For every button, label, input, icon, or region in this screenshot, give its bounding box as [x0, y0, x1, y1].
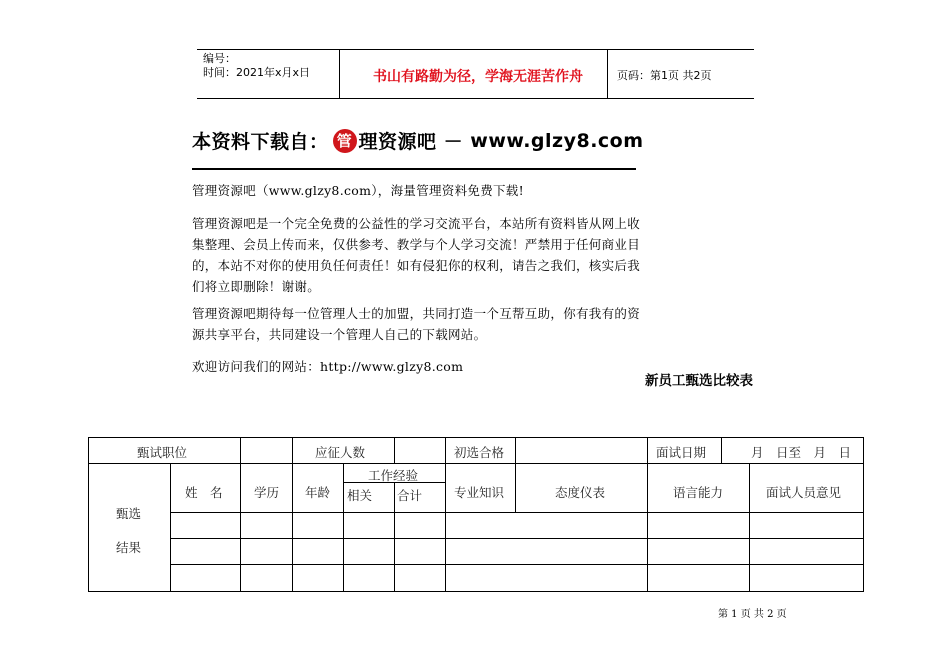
table-rule [170, 564, 863, 565]
age-header: 年龄 [305, 485, 331, 500]
table-rule [445, 438, 446, 463]
work-exp-header: 工作经验 [368, 468, 419, 483]
intro-paragraph-3: 管理资源吧期待每一位管理人士的加盟，共同打造一个互帮互助，你有我有的资源共享平台，共同建设一个管理人自己的下载网站。 [192, 306, 641, 342]
table-rule [394, 482, 395, 591]
result-label-2: 结果 [116, 540, 142, 555]
related-header: 相关 [347, 488, 373, 503]
table-rule [292, 463, 293, 591]
intro-paragraph-2: 管理资源吧是一个完全免费的公益性的学习交流平台，本站所有资料皆从网上收集整理、会员上传而来，仅供参考、教学与个人学习交流！严禁用于任何商业目的，本站不对你的使用负任何责任！如有侵犯你的权利，请告之我们，核实后我们将立即删除！谢谢。 [192, 216, 641, 294]
table-rule [647, 438, 648, 463]
table-rule [647, 463, 648, 591]
table-rule [394, 438, 395, 463]
download-banner [192, 127, 644, 154]
expertise-header: 专业知识 [454, 485, 505, 500]
table-rule [721, 438, 722, 463]
initial-pass-label: 初选合格 [454, 445, 505, 460]
intro-paragraph-1: 管理资源吧（www.glzy8.com），海量管理资料免费下载! [192, 183, 524, 198]
table-rule [343, 463, 344, 591]
motto: 书山有路勤为径，学海无涯苦作舟 [373, 69, 583, 85]
table-rule [515, 463, 516, 513]
site-logo: 管 [333, 129, 357, 153]
table-rule [170, 538, 863, 539]
table-rule [292, 438, 293, 463]
page-header [197, 49, 754, 99]
language-header: 语言能力 [673, 485, 724, 500]
manner-header: 态度仪表 [555, 485, 606, 500]
banner-prefix: 本资料下载自： [192, 131, 329, 153]
table-rule [749, 463, 750, 591]
opinion-header: 面试人员意见 [766, 485, 842, 500]
position-label: 甄试职位 [137, 445, 188, 460]
interview-date-label: 面试日期 [656, 445, 707, 460]
table-rule [445, 463, 446, 591]
table-rule [240, 463, 241, 591]
date-range: 月 日至 月 日 [751, 445, 852, 460]
page-code: 页码：第1页 共2页 [617, 69, 712, 82]
table-rule [170, 512, 863, 513]
banner-underline [192, 168, 636, 170]
banner-site-name: 理资源吧 [358, 131, 437, 153]
banner-url[interactable]: www.glzy8.com [470, 129, 644, 152]
table-title: 新员工甄选比较表 [645, 373, 753, 389]
page-footer: 第 1 页 共 2 页 [718, 609, 787, 620]
table-rule [515, 438, 516, 463]
website-line[interactable]: 欢迎访问我们的网站：http://www.glzy8.com [192, 359, 464, 374]
table-rule [240, 438, 241, 463]
applicants-label: 应征人数 [315, 445, 366, 460]
name-header: 姓 名 [185, 485, 223, 500]
selection-table [88, 437, 864, 592]
time-label: 时间：2021年x月x日 [203, 66, 311, 79]
table-rule [89, 463, 863, 464]
education-header: 学历 [254, 485, 280, 500]
table-rule [170, 463, 171, 591]
total-header: 合计 [397, 488, 423, 503]
result-label-1: 甄选 [116, 506, 142, 521]
number-label: 编号： [203, 52, 236, 65]
header-divider [339, 50, 340, 98]
header-left [203, 52, 310, 80]
header-divider [607, 50, 608, 98]
banner-separator: － [436, 131, 471, 153]
